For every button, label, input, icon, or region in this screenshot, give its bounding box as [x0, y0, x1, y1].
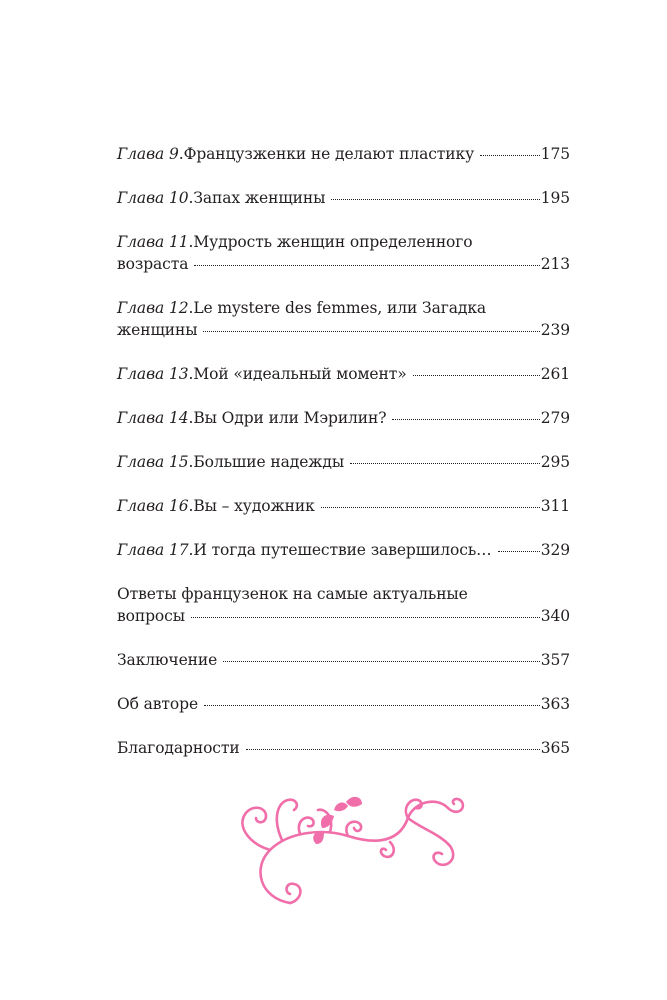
chapter-label: Глава 16	[117, 497, 189, 515]
section-title-line-2: вопросы	[117, 607, 185, 625]
chapter-label: Глава 15	[117, 453, 189, 471]
toc-entry-chapter-9[interactable]: Глава 9 . Французженки не делают пластику 175	[117, 145, 570, 163]
chapter-title: Большие надежды	[193, 453, 345, 471]
section-title: Об авторе	[117, 695, 199, 713]
toc-entry-chapter-16[interactable]: Глава 16 . Вы – художник 311	[117, 497, 570, 515]
dot-leader	[392, 409, 539, 423]
chapter-title: Вы – художник	[193, 497, 315, 515]
chapter-title-line-1: Мудрость женщин определенного	[193, 233, 473, 251]
curl-right-top	[448, 799, 463, 812]
chapter-label: Глава 10	[117, 189, 189, 207]
toc-entry-chapter-17[interactable]: Глава 17 . И тогда путешествие завершилось… 329	[117, 541, 570, 559]
toc-entry-chapter-15[interactable]: Глава 15 . Большие надежды 295	[117, 453, 570, 471]
chapter-title: Запах женщины	[193, 189, 326, 207]
page-number: 279	[540, 409, 570, 427]
curl-center	[346, 822, 361, 836]
curl-left-top	[242, 808, 270, 850]
table-of-contents	[117, 143, 570, 759]
vine-left	[260, 832, 348, 903]
dot-leader	[350, 453, 540, 467]
page-number: 239	[540, 321, 570, 339]
chapter-label: Глава 13	[117, 365, 189, 383]
chapter-label: Глава 11	[117, 233, 189, 251]
chapter-label: Глава 17	[117, 541, 189, 559]
page-number: 357	[540, 651, 570, 669]
chapter-label: Глава 9	[117, 145, 179, 163]
section-title-line-1: Ответы французенок на самые актуальные	[117, 585, 468, 603]
page-number: 329	[540, 541, 570, 559]
page-number: 311	[540, 497, 570, 515]
page-number: 365	[540, 739, 570, 757]
toc-entry-chapter-11[interactable]: Глава 11 . Мудрость женщин определенного возраста 213	[117, 233, 570, 273]
dot-leader	[194, 255, 539, 269]
chapter-label: Глава 12	[117, 299, 189, 317]
leaf-4	[334, 803, 348, 812]
chapter-title: Мой «идеальный момент»	[193, 365, 407, 383]
vine-right	[348, 802, 448, 841]
dot-leader	[191, 607, 540, 621]
dot-leader	[413, 365, 540, 379]
curl-bottom-left	[287, 884, 301, 903]
dot-leader	[480, 145, 540, 159]
dot-leader	[204, 695, 540, 709]
dot-leader	[321, 497, 540, 511]
chapter-title: Вы Одри или Мэрилин?	[193, 409, 387, 427]
page-number: 261	[540, 365, 570, 383]
toc-entry-chapter-14[interactable]: Глава 14 . Вы Одри или Мэрилин? 279	[117, 409, 570, 427]
page-number: 195	[540, 189, 570, 207]
toc-entry-chapter-13[interactable]: Глава 13 . Мой «идеальный момент» 261	[117, 365, 570, 383]
chapter-title-line-2: возраста	[117, 255, 189, 273]
page-number: 295	[540, 453, 570, 471]
toc-entry-acknowledgements[interactable]	[117, 737, 570, 759]
section-title: Благодарности	[117, 739, 240, 757]
toc-entry-about-author[interactable]	[117, 693, 570, 715]
chapter-title: Французженки не делают пластику	[183, 145, 475, 163]
chapter-label: Глава 14	[117, 409, 189, 427]
dot-leader	[246, 739, 540, 753]
leaf-3	[346, 797, 362, 807]
page-number: 363	[540, 695, 570, 713]
chapter-title-line-1: Le mystere des femmes, или Загадка	[193, 299, 487, 317]
toc-entry-chapter-12[interactable]: Глава 12 . Le mystere des femmes, или Загадка женщины 239	[117, 299, 570, 339]
curl-left-small	[277, 800, 297, 840]
chapter-title: И тогда путешествие завершилось…	[193, 541, 492, 559]
dot-leader	[203, 321, 539, 335]
chapter-title-line-2: женщины	[117, 321, 198, 339]
toc-entry-conclusion[interactable]	[117, 649, 570, 671]
floral-swirl-ornament-icon	[230, 788, 470, 908]
dot-leader	[331, 189, 539, 203]
toc-entry-chapter-10[interactable]: Глава 10 . Запах женщины 195	[117, 189, 570, 207]
page-number: 213	[540, 255, 570, 273]
page-number: 340	[540, 607, 570, 625]
curl-right-large	[408, 818, 453, 865]
dot-leader	[223, 651, 540, 665]
toc-entry-answers[interactable]	[117, 583, 570, 627]
curl-right-low	[381, 842, 394, 857]
dot-leader	[498, 541, 540, 555]
page-number: 175	[540, 145, 570, 163]
section-title: Заключение	[117, 651, 218, 669]
